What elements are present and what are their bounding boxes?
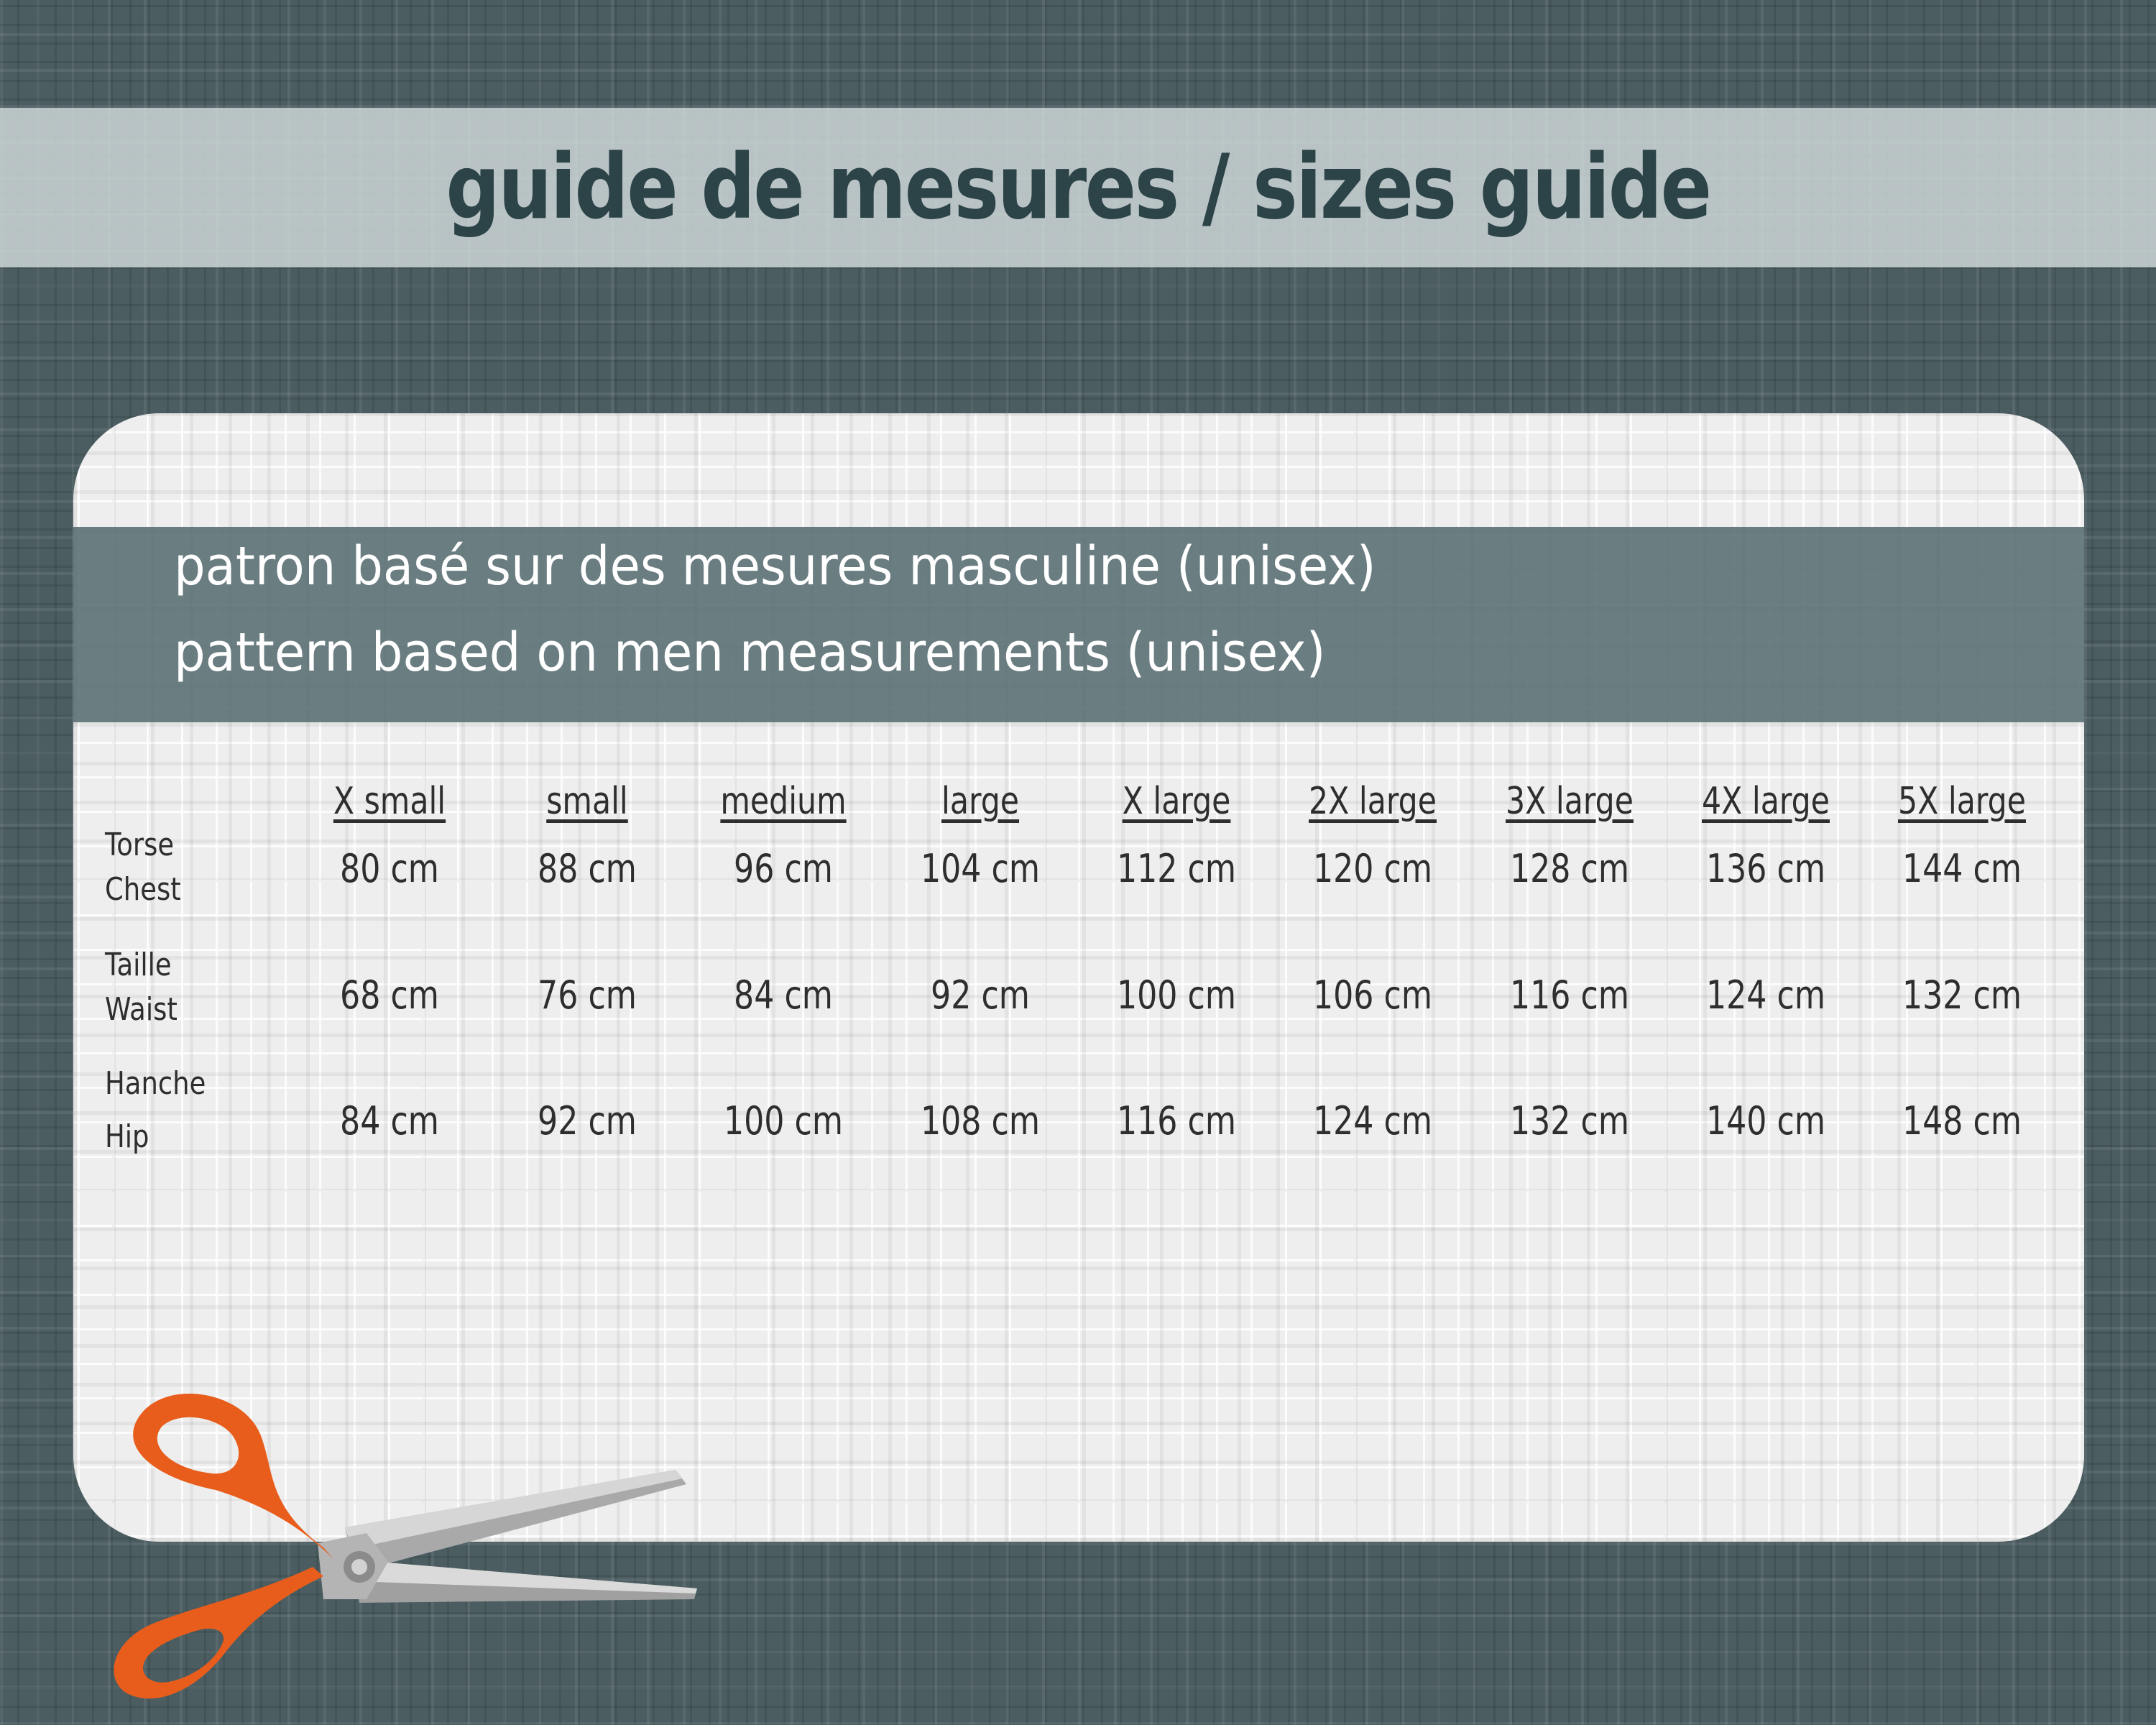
table-cell: 84 cm: [734, 972, 833, 1018]
table-cell: 128 cm: [1509, 846, 1630, 891]
table-cell: 108 cm: [920, 1098, 1041, 1144]
upper-handle: [133, 1394, 334, 1560]
column-header: medium: [720, 780, 847, 823]
column-header: large: [941, 780, 1020, 823]
row-label-en: Waist: [105, 991, 178, 1028]
table-cell: 80 cm: [340, 846, 439, 891]
table-cell: 96 cm: [734, 846, 833, 891]
table-cell: 116 cm: [1509, 972, 1630, 1018]
table-cell: 76 cm: [538, 972, 637, 1018]
scissors-handles: [114, 1394, 334, 1698]
table-cell: 104 cm: [920, 846, 1041, 891]
page-title: guide de mesures / sizes guide: [446, 136, 1710, 239]
table-cell: 100 cm: [723, 1098, 844, 1144]
table-cell: 100 cm: [1116, 972, 1237, 1018]
row-label-en: Hip: [105, 1118, 149, 1155]
table-cell: 132 cm: [1509, 1098, 1630, 1144]
pivot-screw-center: [351, 1559, 367, 1575]
row-label-fr: Torse: [105, 827, 175, 863]
column-header: 4X large: [1702, 780, 1830, 823]
table-cell: 88 cm: [538, 846, 637, 891]
title-banner: [0, 108, 2156, 267]
table-cell: 124 cm: [1312, 1098, 1433, 1144]
size-table: [73, 413, 2084, 1542]
table-cell: 68 cm: [340, 972, 439, 1018]
table-cell: 120 cm: [1312, 846, 1433, 891]
row-label-fr: Taille: [105, 947, 172, 983]
table-cell: 124 cm: [1705, 972, 1826, 1018]
row-label-en: Chest: [105, 871, 181, 908]
scissors-blades: [318, 1470, 697, 1603]
size-guide-card: [73, 413, 2084, 1542]
column-header: 2X large: [1309, 780, 1437, 823]
table-cell: 144 cm: [1902, 846, 2022, 891]
column-header: 5X large: [1898, 780, 2026, 823]
table-cell: 136 cm: [1705, 846, 1826, 891]
column-header: 3X large: [1506, 780, 1634, 823]
scissors-icon: [108, 1384, 704, 1725]
table-cell: 106 cm: [1312, 972, 1433, 1018]
table-cell: 84 cm: [340, 1098, 439, 1144]
table-cell: 132 cm: [1902, 972, 2022, 1018]
column-header: X large: [1122, 780, 1231, 823]
row-label-fr: Hanche: [105, 1065, 206, 1102]
column-header: X small: [333, 780, 446, 823]
table-cell: 112 cm: [1116, 846, 1237, 891]
column-header: small: [546, 780, 628, 823]
subtitle-english: pattern based on men measurements (unisex): [174, 622, 1326, 684]
table-cell: 140 cm: [1705, 1098, 1826, 1144]
upper-blade-highlight: [345, 1470, 683, 1549]
table-cell: 148 cm: [1902, 1098, 2022, 1144]
subtitle-french: patron basé sur des mesures masculine (unisex): [174, 535, 1376, 597]
lower-handle: [114, 1567, 323, 1698]
table-cell: 92 cm: [931, 972, 1030, 1018]
table-cell: 116 cm: [1116, 1098, 1237, 1144]
table-cell: 92 cm: [538, 1098, 637, 1144]
